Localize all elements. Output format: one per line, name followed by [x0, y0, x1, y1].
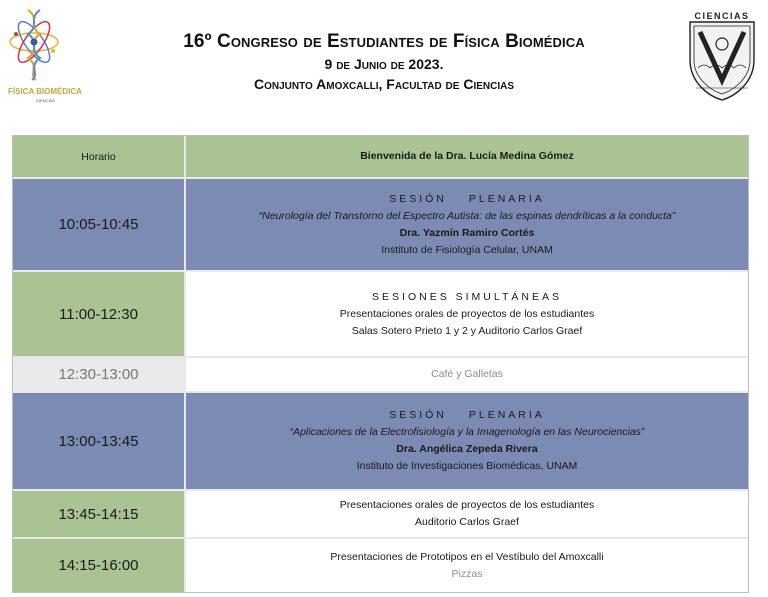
session-location: Auditorio Carlos Graef	[415, 516, 519, 528]
session-word: SESIÓN	[389, 192, 447, 205]
session-label	[389, 191, 545, 208]
session-description: Presentaciones orales de proyectos de los estudiantes	[339, 307, 595, 320]
ciencias-seal-logo	[684, 10, 760, 102]
schedule-header-row	[13, 136, 748, 179]
session-label: SESIONES SIMULTÁNEAS	[372, 290, 562, 303]
schedule-table	[12, 135, 749, 593]
session-word: SESIÓN	[389, 409, 447, 421]
fisica-biomedica-logo	[6, 4, 82, 104]
schedule-row-plenary-1	[13, 179, 748, 272]
logo-left-small-text: CIENCIAS	[36, 98, 55, 103]
session-word: PLENARIA	[468, 192, 545, 205]
time-slot: 12:30-13:00	[13, 358, 186, 391]
time-slot: 10:05-10:45	[13, 179, 186, 270]
plenary-session-1	[186, 179, 748, 270]
speaker-institution: Instituto de Investigaciones Biomédicas, UNAM	[356, 460, 578, 472]
document-header	[80, 30, 688, 94]
schedule-row-prototypes	[13, 539, 748, 592]
student-presentations	[186, 491, 748, 537]
session-word: PLENARIA	[468, 409, 545, 421]
plenary-session-2	[186, 393, 748, 489]
time-slot: 11:00-12:30	[13, 272, 186, 356]
session-location: Salas Sotero Prieto 1 y 2 y Auditorio Carlos Graef	[351, 324, 583, 337]
logo-left-text: FÍSICA BIOMÉDICA	[8, 87, 82, 96]
talk-title: “Aplicaciones de la Electrofisiología y la Imagenología en las Neurociencias”	[289, 426, 645, 438]
congress-date: 9 de Junio de 2023.	[324, 56, 444, 72]
session-label	[389, 407, 545, 424]
simultaneous-sessions	[186, 272, 748, 356]
time-slot: 13:45-14:15	[13, 491, 186, 537]
speaker-institution: Instituto de Fisiología Celular, UNAM	[381, 243, 553, 256]
schedule-row-plenary-2	[13, 393, 748, 491]
talk-title: “Neurología del Transtorno del Espectro Autista: de las espinas dendríticas a la conducta”	[258, 209, 676, 222]
coffee-break: Café y Galletas	[186, 358, 748, 391]
prototype-presentations	[186, 539, 748, 592]
session-description: Presentaciones de Prototipos en el Vestíbulo del Amoxcalli	[330, 550, 604, 563]
time-slot: 14:15-16:00	[13, 539, 186, 592]
schedule-row-presentations	[13, 491, 748, 539]
speaker-name: Dra. Yazmín Ramiro Cortés	[399, 226, 535, 239]
schedule-row-coffee	[13, 358, 748, 393]
welcome-title: Bienvenida de la Dra. Lucía Medina Gómez	[186, 136, 748, 177]
time-slot: 13:00-13:45	[13, 393, 186, 489]
congress-title: 16º Congreso de Estudiantes de Física Biomédica	[183, 31, 585, 52]
seal-text: CIENCIAS	[694, 11, 750, 21]
session-description: Presentaciones orales de proyectos de los estudiantes	[339, 499, 595, 511]
schedule-row-simultaneous	[13, 272, 748, 358]
food-note: Pizzas	[451, 567, 483, 580]
congress-venue: Conjunto Amoxcalli, Facultad de Ciencias	[253, 76, 515, 92]
speaker-name: Dra. Angélica Zepeda Rivera	[396, 443, 538, 455]
time-column-header: Horario	[13, 136, 186, 177]
